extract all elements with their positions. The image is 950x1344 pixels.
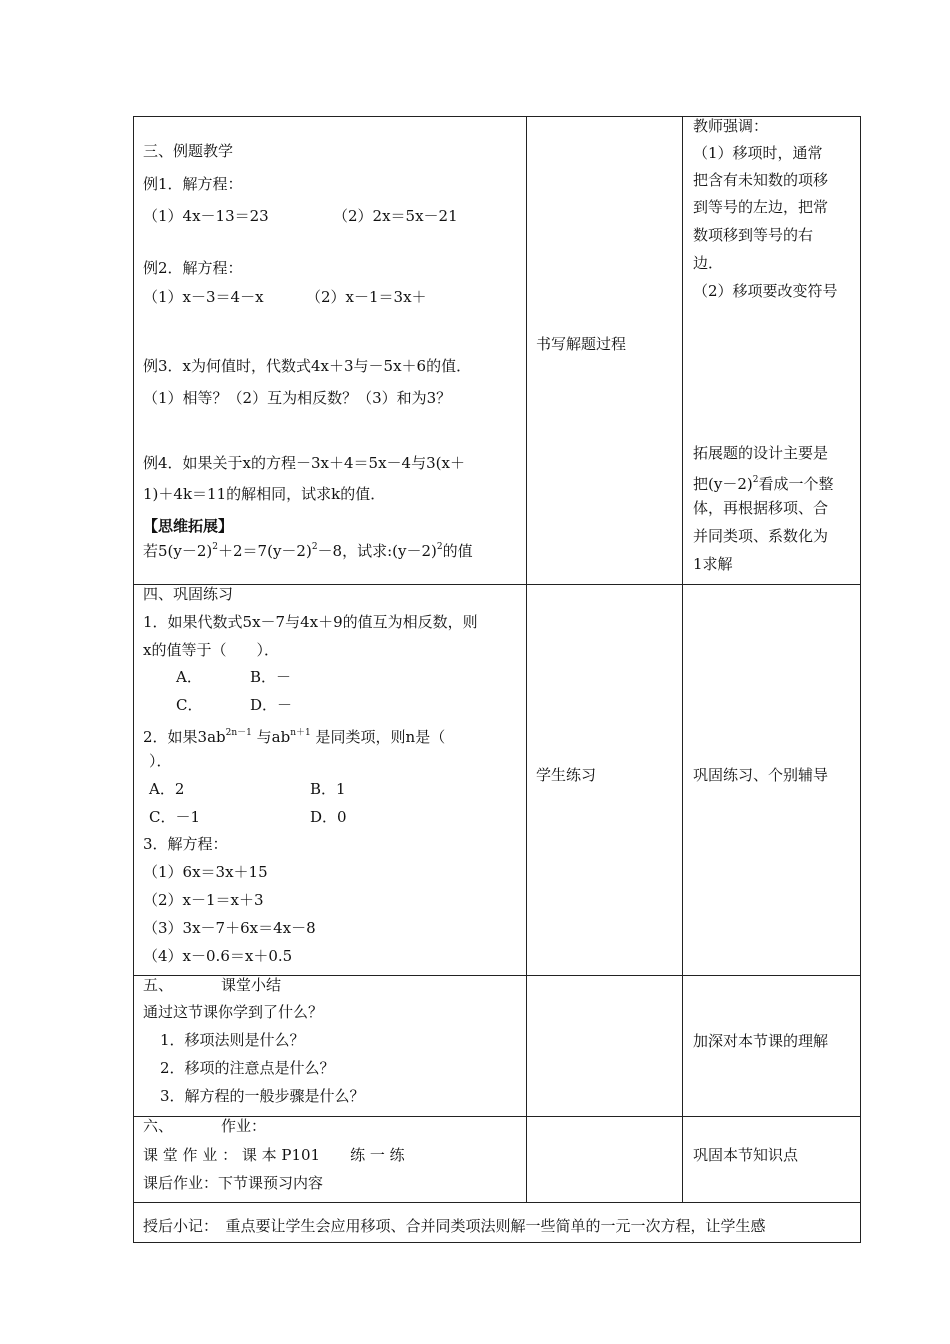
design-note: 巩固本节知识点 [693,1146,799,1164]
choice: B．－ [250,668,292,686]
table-row-divider [133,1202,861,1203]
exercise-text: ）． [149,752,172,770]
equation: （4）x－0.6＝x＋0.5 [143,947,293,965]
design-note: 把$(y-2)^2$看成一个整 [693,475,834,493]
equation: （2）x－1＝3x＋ [306,288,427,306]
equation: （1）x－3＝4－x [143,288,264,306]
choice: A． [176,668,202,686]
summary-question: 2．移项的注意点是什么？ [160,1059,335,1077]
table-column-divider [682,116,683,1202]
table-border-right [860,116,861,1243]
student-activity: 书写解题过程 [536,335,627,353]
choice: D．0 [310,808,347,826]
section-heading: 三、例题教学 [143,142,234,160]
exercise-text: 1．如果代数式5x－7与4x＋9的值互为相反数，则 [143,613,478,631]
teacher-note: （1）移项时，通常 [693,144,823,162]
homework-class: 课 堂 作 业 ： 课 本 P101 练 一 练 [143,1146,405,1164]
section-heading: 六、 作业： [143,1117,267,1135]
teaching-reflection: 授后小记： 重点要让学生会应用移项、合并同类项法则解一些简单的一元一次方程，让学生感 [143,1217,766,1235]
teacher-note-title: 教师强调： [693,117,769,135]
equation: （2）x－1＝x＋3 [143,891,264,909]
table-border-bottom [133,1242,861,1243]
table-border-left [133,116,134,1243]
teacher-note: 边． [693,254,724,272]
exercise-text: 3．解方程： [143,835,228,853]
summary-text: 通过这节课你学到了什么？ [143,1003,324,1021]
example-text: 1)＋4k＝11的解相同，试求k的值． [143,485,386,503]
equation: （1）6x＝3x＋15 [143,863,268,881]
student-activity: 学生练习 [536,766,597,784]
design-note: 1求解 [693,555,733,573]
table-column-divider [526,116,527,1202]
summary-question: 1．移项法则是什么？ [160,1031,305,1049]
choice: B．1 [310,780,346,798]
example-text: （1）相等？（2）互为相反数？（3）和为3？ [143,389,452,407]
extension-title: 【思维拓展】 [143,517,234,535]
choice: D．－ [250,696,293,714]
teacher-note: 把含有未知数的项移 [693,171,829,189]
teacher-note: （2）移项要改变符号 [693,282,838,300]
design-note: 加深对本节课的理解 [693,1032,829,1050]
teacher-note: 数项移到等号的右 [693,226,814,244]
exercise-text: x的值等于（ ）． [143,641,279,659]
choice: C．－1 [149,808,201,826]
example-title: 例2．解方程： [143,259,243,277]
exercise-text: 2．如果$3ab^{2n-1}$ 与$ab^{n+1}$ 是同类项，则n是（ [143,728,446,746]
equation: （1）4x－13＝23 [143,207,269,225]
equation: （2）2x＝5x－21 [333,207,458,225]
design-note: 巩固练习、个别辅导 [693,766,829,784]
table-row-divider [133,584,861,585]
teacher-note: 到等号的左边，把常 [693,198,829,216]
summary-question: 3．解方程的一般步骤是什么？ [160,1087,365,1105]
choice: C． [176,696,203,714]
design-note: 并同类项、系数化为 [693,527,829,545]
design-note: 拓展题的设计主要是 [693,444,829,462]
homework-after: 课后作业：下节课预习内容 [143,1174,324,1192]
example-title: 例1．解方程： [143,175,243,193]
design-note: 体，再根据移项、合 [693,499,829,517]
section-heading: 五、 课堂小结 [143,976,282,994]
section-heading: 四、巩固练习 [143,585,234,603]
example-text: 例4．如果关于x的方程－3x＋4＝5x－4与3(x＋ [143,454,465,472]
extension-problem: 若$5(y-2)^2+2=7(y-2)^2-8$，试求$:(y-2)^2$的值 [143,542,473,560]
choice: A．2 [149,780,185,798]
example-text: 例3．x为何值时，代数式4x＋3与－5x＋6的值． [143,357,472,375]
equation: （3）3x－7＋6x＝4x－8 [143,919,316,937]
